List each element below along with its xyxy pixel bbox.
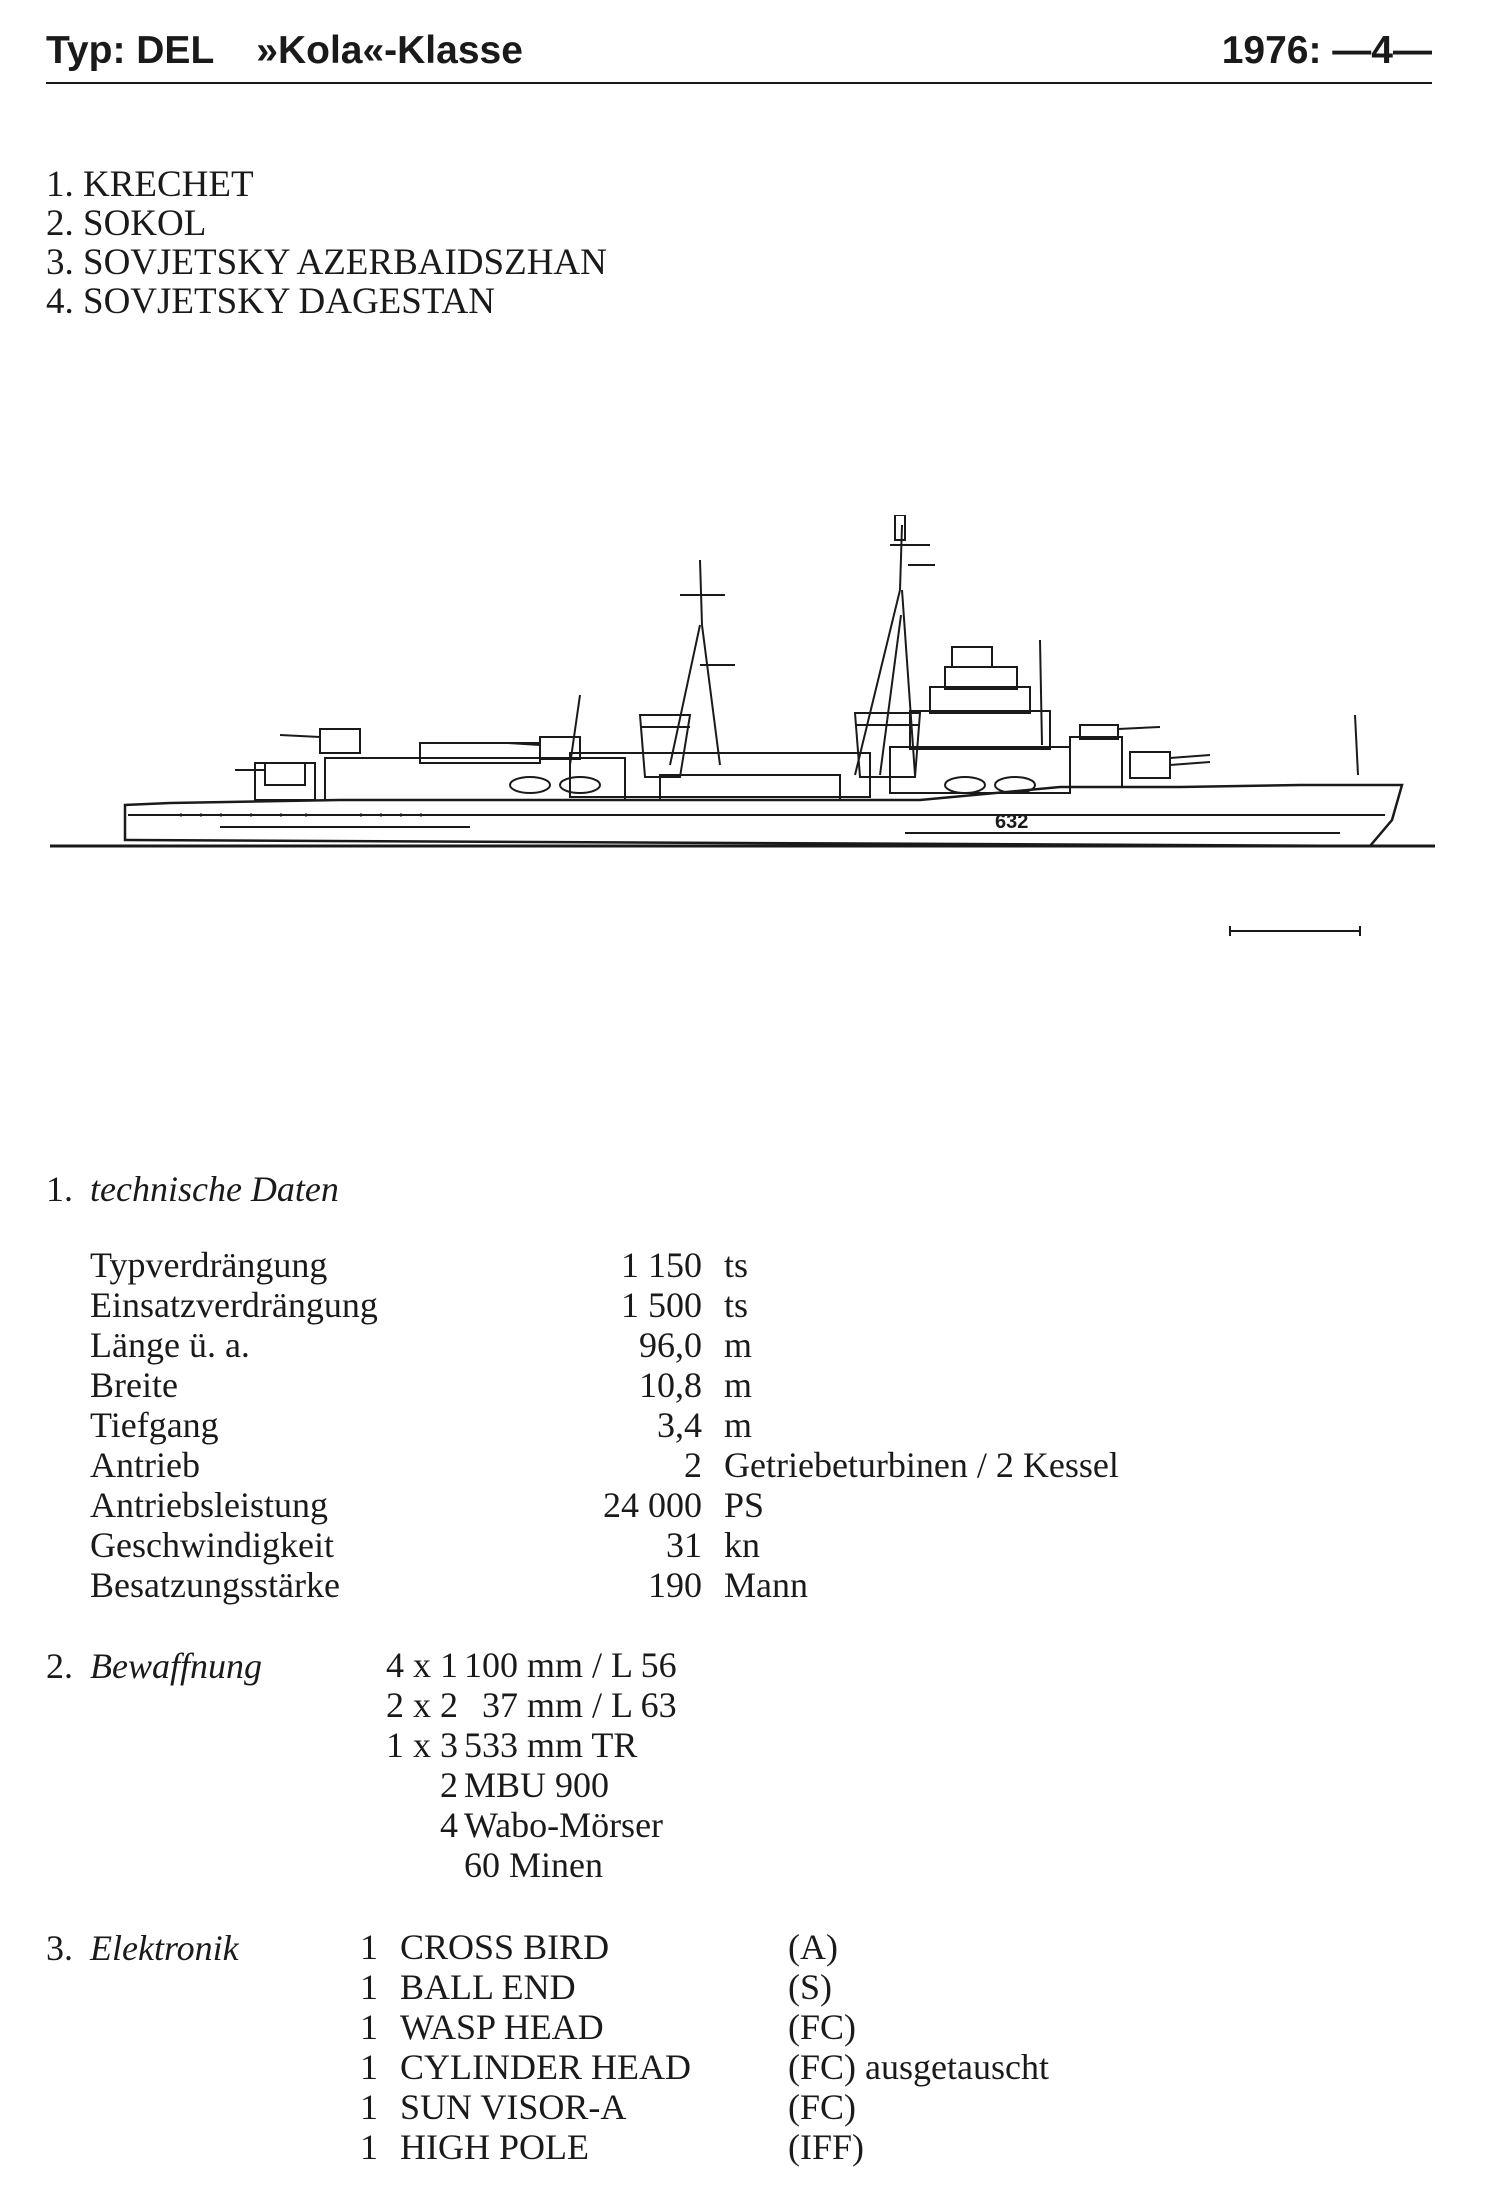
item-quantity: 1	[360, 2047, 378, 2087]
year-reference: 1976: —4—	[1221, 29, 1432, 72]
header-rule	[46, 82, 1432, 84]
item-quantity: 4 x 1	[386, 1645, 458, 1685]
table-row	[90, 1525, 1119, 1565]
item-code: (FC)	[788, 2087, 857, 2127]
item-description: MBU 900	[464, 1765, 610, 1805]
data-unit: ts	[724, 1285, 749, 1325]
ship-name: 1. KRECHET	[46, 164, 254, 205]
data-unit: m	[724, 1365, 753, 1405]
item-quantity: 1	[360, 1927, 378, 1967]
data-label: Besatzungsstärke	[90, 1565, 340, 1605]
item-description: Wabo-Mörser	[464, 1805, 664, 1845]
table-row	[90, 1405, 1119, 1445]
data-label: Geschwindigkeit	[90, 1525, 334, 1565]
table-row	[90, 1485, 1119, 1525]
item-code: (FC)	[788, 2007, 857, 2047]
section-number: 3.	[46, 1928, 73, 1968]
item-name: CYLINDER HEAD	[400, 2047, 691, 2087]
data-label: Breite	[90, 1365, 178, 1405]
class-name: »Kola«-Klasse	[256, 29, 523, 72]
section-armament-heading	[46, 1645, 262, 1687]
data-label: Antrieb	[90, 1445, 200, 1485]
item-quantity: 2	[440, 1765, 458, 1805]
table-row	[90, 1325, 1119, 1365]
item-quantity: 4	[440, 1805, 458, 1845]
list-item	[360, 1967, 1049, 2007]
table-row	[90, 1445, 1119, 1485]
list-item	[360, 1685, 677, 1725]
section-title: technische Daten	[90, 1169, 339, 1209]
ship-name: 4. SOVJETSKY DAGESTAN	[46, 281, 495, 322]
section-electronics-heading	[46, 1927, 239, 1969]
data-value: 190	[648, 1565, 702, 1605]
section-technical-data-heading	[46, 1168, 339, 1210]
item-name: WASP HEAD	[400, 2007, 604, 2047]
item-name: BALL END	[400, 1967, 576, 2007]
list-item	[360, 1845, 677, 1885]
item-quantity: 1 x 3	[386, 1725, 458, 1765]
data-unit: Mann	[724, 1565, 808, 1605]
technical-data-table	[90, 1245, 1119, 1605]
electronics-list	[360, 1927, 1049, 2167]
section-number: 2.	[46, 1646, 73, 1686]
item-name: CROSS BIRD	[400, 1927, 610, 1967]
item-description: 100 mm / L 56	[464, 1645, 677, 1685]
list-item	[360, 2007, 1049, 2047]
item-description: 37 mm / L 63	[464, 1685, 677, 1725]
item-quantity	[360, 1845, 458, 1885]
table-row	[90, 1245, 1119, 1285]
ship-name: 2. SOKOL	[46, 203, 207, 244]
item-description: 60 Minen	[464, 1845, 603, 1885]
item-description: 533 mm TR	[464, 1725, 638, 1765]
data-unit: kn	[724, 1525, 760, 1565]
item-quantity: 1	[360, 2007, 378, 2047]
list-item	[360, 1805, 677, 1845]
data-unit: PS	[724, 1485, 765, 1525]
data-value: 10,8	[639, 1365, 702, 1405]
list-item	[360, 2087, 1049, 2127]
list-item	[360, 2047, 1049, 2087]
data-unit: m	[724, 1405, 753, 1445]
item-code: (S)	[788, 1967, 832, 2007]
table-row	[90, 1285, 1119, 1325]
data-label: Antriebsleistung	[90, 1485, 328, 1525]
table-row	[90, 1565, 1119, 1605]
data-value: 31	[666, 1525, 702, 1565]
data-value: 96,0	[639, 1325, 702, 1365]
data-label: Einsatzverdrängung	[90, 1285, 378, 1325]
data-unit: m	[724, 1325, 753, 1365]
type-label: Typ: DEL	[46, 29, 215, 72]
data-value: 3,4	[657, 1405, 702, 1445]
list-item	[360, 1927, 1049, 1967]
item-code: (A)	[788, 1927, 838, 1967]
ship-profile-drawing	[40, 515, 1440, 855]
data-value: 2	[684, 1445, 702, 1485]
item-code: (FC) ausgetauscht	[788, 2047, 1049, 2087]
list-item	[360, 2127, 1049, 2167]
data-value: 1 150	[621, 1245, 702, 1285]
item-code: (IFF)	[788, 2127, 865, 2167]
list-item	[360, 1725, 677, 1765]
item-name: HIGH POLE	[400, 2127, 589, 2167]
item-name: SUN VISOR-A	[400, 2087, 627, 2127]
data-value: 24 000	[603, 1485, 702, 1525]
data-label: Länge ü. a.	[90, 1325, 250, 1365]
data-unit: Getriebeturbinen / 2 Kessel	[724, 1445, 1119, 1485]
data-value: 1 500	[621, 1285, 702, 1325]
data-label: Tiefgang	[90, 1405, 219, 1445]
ship-list	[46, 165, 607, 321]
list-item	[360, 1765, 677, 1805]
page-header	[46, 20, 1432, 82]
table-row	[90, 1365, 1119, 1405]
scale-bar	[1228, 924, 1362, 938]
section-number: 1.	[46, 1169, 73, 1209]
item-quantity: 1	[360, 2127, 378, 2167]
armament-list	[360, 1645, 677, 1885]
item-quantity: 1	[360, 2087, 378, 2127]
data-unit: ts	[724, 1245, 749, 1285]
data-label: Typverdrängung	[90, 1245, 328, 1285]
section-title: Elektronik	[90, 1928, 239, 1968]
item-quantity: 2 x 2	[386, 1685, 458, 1725]
section-title: Bewaffnung	[90, 1646, 262, 1686]
list-item	[360, 1645, 677, 1685]
ship-name: 3. SOVJETSKY AZERBAIDSZHAN	[46, 242, 607, 283]
hull-number: 632	[995, 811, 1029, 833]
item-quantity: 1	[360, 1967, 378, 2007]
